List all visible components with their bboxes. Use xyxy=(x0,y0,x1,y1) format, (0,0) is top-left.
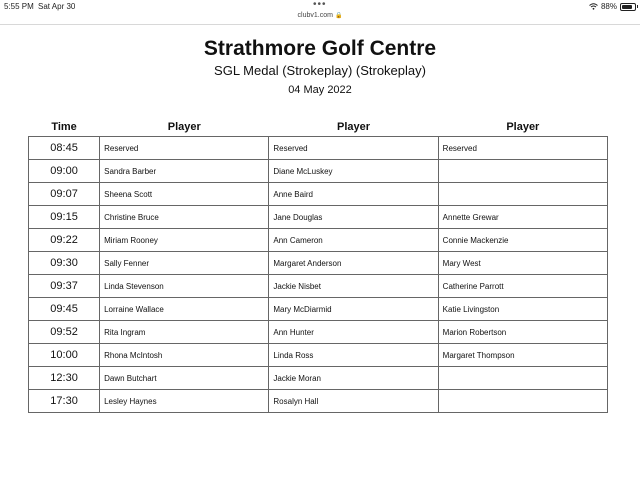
player-cell: Marion Robertson xyxy=(438,321,607,344)
competition-date: 04 May 2022 xyxy=(288,84,352,96)
table-row xyxy=(29,183,608,206)
table-row xyxy=(29,137,608,160)
column-header-time: Time xyxy=(51,121,77,133)
table-row xyxy=(29,229,608,252)
table-row xyxy=(29,298,608,321)
player-cell: Lorraine Wallace xyxy=(100,298,269,321)
tee-time-cell: 08:45 xyxy=(29,137,100,160)
table-row xyxy=(29,367,608,390)
table-row xyxy=(29,390,608,413)
player-cell: Margaret Thompson xyxy=(438,344,607,367)
lock-icon: 🔒 xyxy=(334,13,343,19)
player-cell: Ann Cameron xyxy=(269,229,438,252)
player-cell: Reserved xyxy=(269,137,438,160)
player-cell: Mary McDiarmid xyxy=(269,298,438,321)
status-bar xyxy=(0,0,640,12)
player-cell: Dawn Butchart xyxy=(100,367,269,390)
tee-time-cell: 09:07 xyxy=(29,183,100,206)
player-cell: Jane Douglas xyxy=(269,206,438,229)
table-row xyxy=(29,275,608,298)
player-cell: Mary West xyxy=(438,252,607,275)
player-cell: Sheena Scott xyxy=(100,183,269,206)
tee-time-cell: 09:00 xyxy=(29,160,100,183)
player-cell: Margaret Anderson xyxy=(269,252,438,275)
column-header-player-3: Player xyxy=(506,121,540,133)
table-body xyxy=(29,137,608,413)
player-cell: Rhona McIntosh xyxy=(100,344,269,367)
player-cell: Katie Livingston xyxy=(438,298,607,321)
wifi-icon xyxy=(589,3,598,10)
tee-time-cell: 09:52 xyxy=(29,321,100,344)
player-cell: Catherine Parrott xyxy=(438,275,607,298)
status-time: 5:55 PM xyxy=(4,2,34,11)
player-cell: Lesley Haynes xyxy=(100,390,269,413)
player-cell: Rosalyn Hall xyxy=(269,390,438,413)
player-cell: Rita Ingram xyxy=(100,321,269,344)
column-header-player-2: Player xyxy=(337,121,371,133)
column-header-player-1: Player xyxy=(167,121,201,133)
battery-icon xyxy=(620,3,636,11)
table-row xyxy=(29,206,608,229)
player-cell: Linda Stevenson xyxy=(100,275,269,298)
tee-time-cell: 10:00 xyxy=(29,344,100,367)
tee-time-cell: 09:15 xyxy=(29,206,100,229)
player-cell: Annette Grewar xyxy=(438,206,607,229)
tee-time-cell: 17:30 xyxy=(29,390,100,413)
player-cell: Diane McLuskey xyxy=(269,160,438,183)
player-cell: Christine Bruce xyxy=(100,206,269,229)
table-row xyxy=(29,344,608,367)
player-cell: Linda Ross xyxy=(269,344,438,367)
player-cell xyxy=(438,367,607,390)
address-bar[interactable] xyxy=(0,12,640,25)
player-cell: Miriam Rooney xyxy=(100,229,269,252)
page-title: Strathmore Golf Centre xyxy=(203,37,437,60)
competition-name: SGL Medal (Strokeplay) (Strokeplay) xyxy=(214,63,426,78)
table-header-row xyxy=(29,118,608,137)
player-cell: Jackie Moran xyxy=(269,367,438,390)
tee-time-cell: 09:30 xyxy=(29,252,100,275)
player-cell: Reserved xyxy=(438,137,607,160)
player-cell: Sally Fenner xyxy=(100,252,269,275)
multitasking-dots-icon[interactable]: ••• xyxy=(313,0,327,10)
player-cell: Reserved xyxy=(100,137,269,160)
player-cell: Anne Baird xyxy=(269,183,438,206)
status-right xyxy=(589,2,636,11)
table-row xyxy=(29,160,608,183)
player-cell xyxy=(438,160,607,183)
player-cell xyxy=(438,390,607,413)
player-cell: Jackie Nisbet xyxy=(269,275,438,298)
tee-time-cell: 09:22 xyxy=(29,229,100,252)
battery-percent: 88% xyxy=(600,2,617,11)
player-cell: Ann Hunter xyxy=(269,321,438,344)
table-row xyxy=(29,252,608,275)
table-row xyxy=(29,321,608,344)
page-header xyxy=(0,36,640,97)
player-cell xyxy=(438,183,607,206)
tee-time-cell: 09:37 xyxy=(29,275,100,298)
tee-time-cell: 12:30 xyxy=(29,367,100,390)
player-cell: Connie Mackenzie xyxy=(438,229,607,252)
tee-times-table xyxy=(28,118,608,413)
tee-time-cell: 09:45 xyxy=(29,298,100,321)
url-text[interactable]: clubv1.com xyxy=(297,12,333,19)
status-date: Sat Apr 30 xyxy=(38,2,76,11)
player-cell: Sandra Barber xyxy=(100,160,269,183)
